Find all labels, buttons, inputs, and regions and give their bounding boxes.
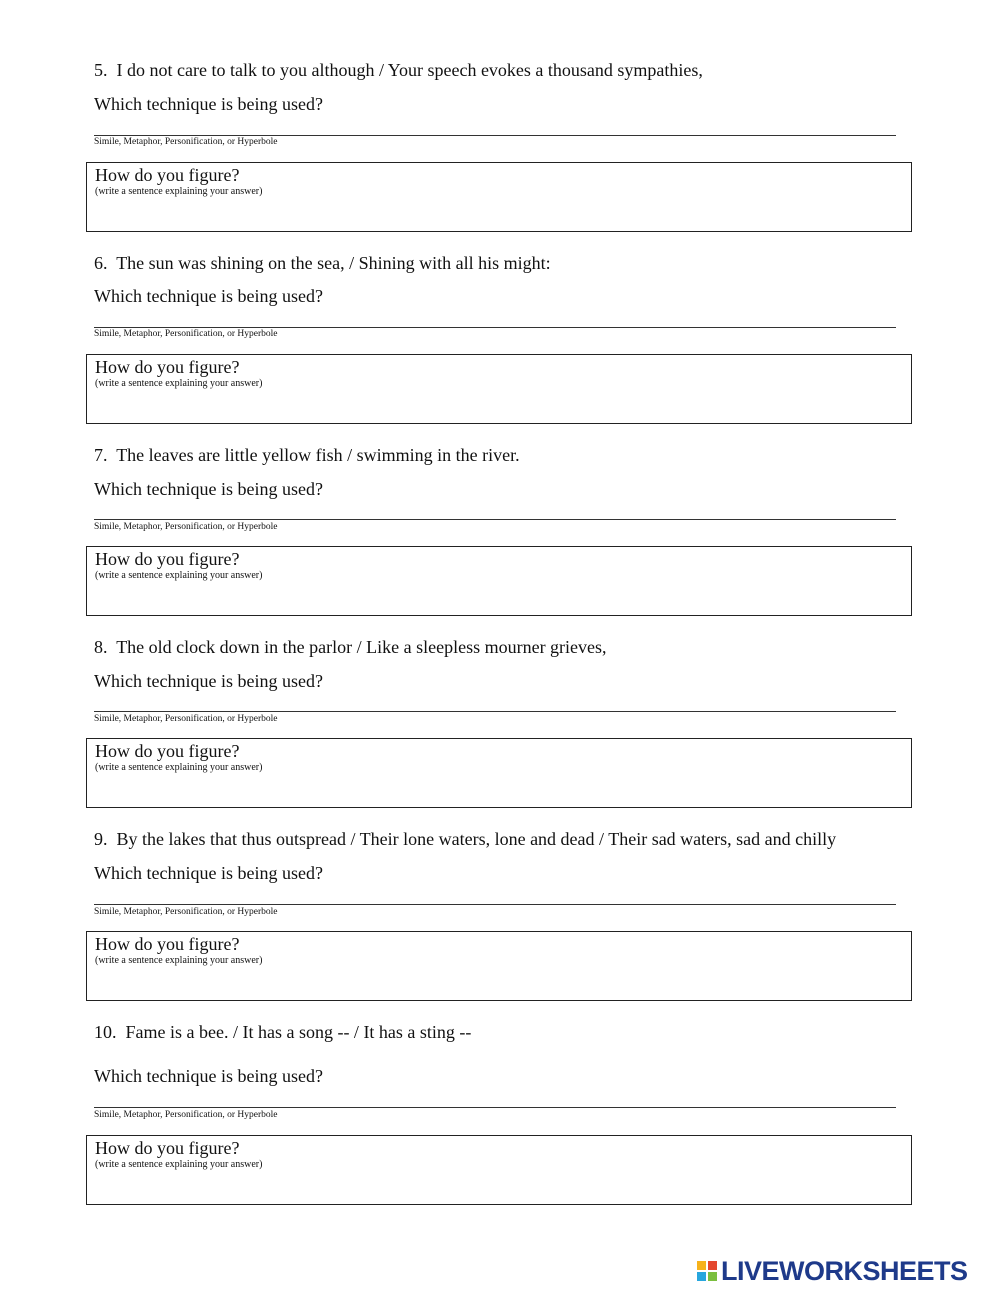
explanation-title: How do you figure? [95, 165, 240, 185]
technique-hint: Simile, Metaphor, Personification, or Hyperbole [94, 137, 278, 147]
explanation-hint: (write a sentence explaining your answer) [95, 378, 263, 389]
technique-hint: Simile, Metaphor, Personification, or Hyperbole [94, 1110, 278, 1120]
explanation-hint: (write a sentence explaining your answer) [95, 570, 263, 581]
answer-line [94, 519, 896, 520]
question-text: 5. I do not care to talk to you although / Your speech evokes a thousand sympathies, [94, 60, 703, 80]
explanation-hint: (write a sentence explaining your answer) [95, 955, 263, 966]
answer-line [94, 711, 896, 712]
explanation-box[interactable] [86, 738, 912, 808]
technique-answer-input[interactable] [94, 304, 900, 328]
technique-answer-input[interactable] [94, 689, 900, 713]
explanation-input[interactable] [95, 970, 903, 996]
explanation-title: How do you figure? [95, 549, 240, 569]
explanation-input[interactable] [95, 1174, 903, 1200]
question-7 [0, 445, 1000, 625]
explanation-box[interactable] [86, 1135, 912, 1205]
explanation-title: How do you figure? [95, 357, 240, 377]
technique-answer-input[interactable] [94, 881, 900, 905]
technique-prompt: Which technique is being used? [94, 863, 323, 883]
explanation-hint: (write a sentence explaining your answer) [95, 762, 263, 773]
logo-block [708, 1261, 717, 1270]
explanation-title: How do you figure? [95, 741, 240, 761]
answer-line [94, 135, 896, 136]
explanation-input[interactable] [95, 585, 903, 611]
technique-answer-input[interactable] [94, 1084, 900, 1108]
answer-line [94, 904, 896, 905]
technique-prompt: Which technique is being used? [94, 1066, 323, 1086]
technique-hint: Simile, Metaphor, Personification, or Hyperbole [94, 522, 278, 532]
question-10 [0, 1022, 1000, 1202]
question-5 [0, 60, 1000, 240]
liveworksheets-logo [697, 1256, 968, 1286]
technique-hint: Simile, Metaphor, Personification, or Hyperbole [94, 329, 278, 339]
explanation-input[interactable] [95, 393, 903, 419]
technique-prompt: Which technique is being used? [94, 479, 323, 499]
technique-answer-input[interactable] [94, 497, 900, 521]
explanation-hint: (write a sentence explaining your answer) [95, 186, 263, 197]
technique-hint: Simile, Metaphor, Personification, or Hyperbole [94, 907, 278, 917]
explanation-input[interactable] [95, 777, 903, 803]
logo-text: LIVEWORKSHEETS [721, 1256, 968, 1286]
logo-blocks-icon [697, 1261, 717, 1281]
explanation-box[interactable] [86, 546, 912, 616]
technique-prompt: Which technique is being used? [94, 286, 323, 306]
logo-block [697, 1261, 706, 1270]
explanation-box[interactable] [86, 354, 912, 424]
question-text: 7. The leaves are little yellow fish / swimming in the river. [94, 445, 520, 465]
technique-prompt: Which technique is being used? [94, 671, 323, 691]
explanation-box[interactable] [86, 931, 912, 1001]
explanation-input[interactable] [95, 201, 903, 227]
logo-block [697, 1272, 706, 1281]
technique-answer-input[interactable] [94, 112, 900, 136]
question-8 [0, 637, 1000, 817]
explanation-title: How do you figure? [95, 934, 240, 954]
question-text: 10. Fame is a bee. / It has a song -- / It has a sting -- [94, 1022, 472, 1042]
logo-block [708, 1272, 717, 1281]
explanation-hint: (write a sentence explaining your answer) [95, 1159, 263, 1170]
technique-prompt: Which technique is being used? [94, 94, 323, 114]
technique-hint: Simile, Metaphor, Personification, or Hyperbole [94, 714, 278, 724]
explanation-box[interactable] [86, 162, 912, 232]
answer-line [94, 1107, 896, 1108]
question-text: 6. The sun was shining on the sea, / Shining with all his might: [94, 253, 551, 273]
explanation-title: How do you figure? [95, 1138, 240, 1158]
question-text: 8. The old clock down in the parlor / Like a sleepless mourner grieves, [94, 637, 607, 657]
question-9 [0, 829, 1000, 1009]
question-6 [0, 253, 1000, 433]
answer-line [94, 327, 896, 328]
question-text: 9. By the lakes that thus outspread / Their lone waters, lone and dead / Their sad waters, sad and chilly [94, 829, 837, 849]
